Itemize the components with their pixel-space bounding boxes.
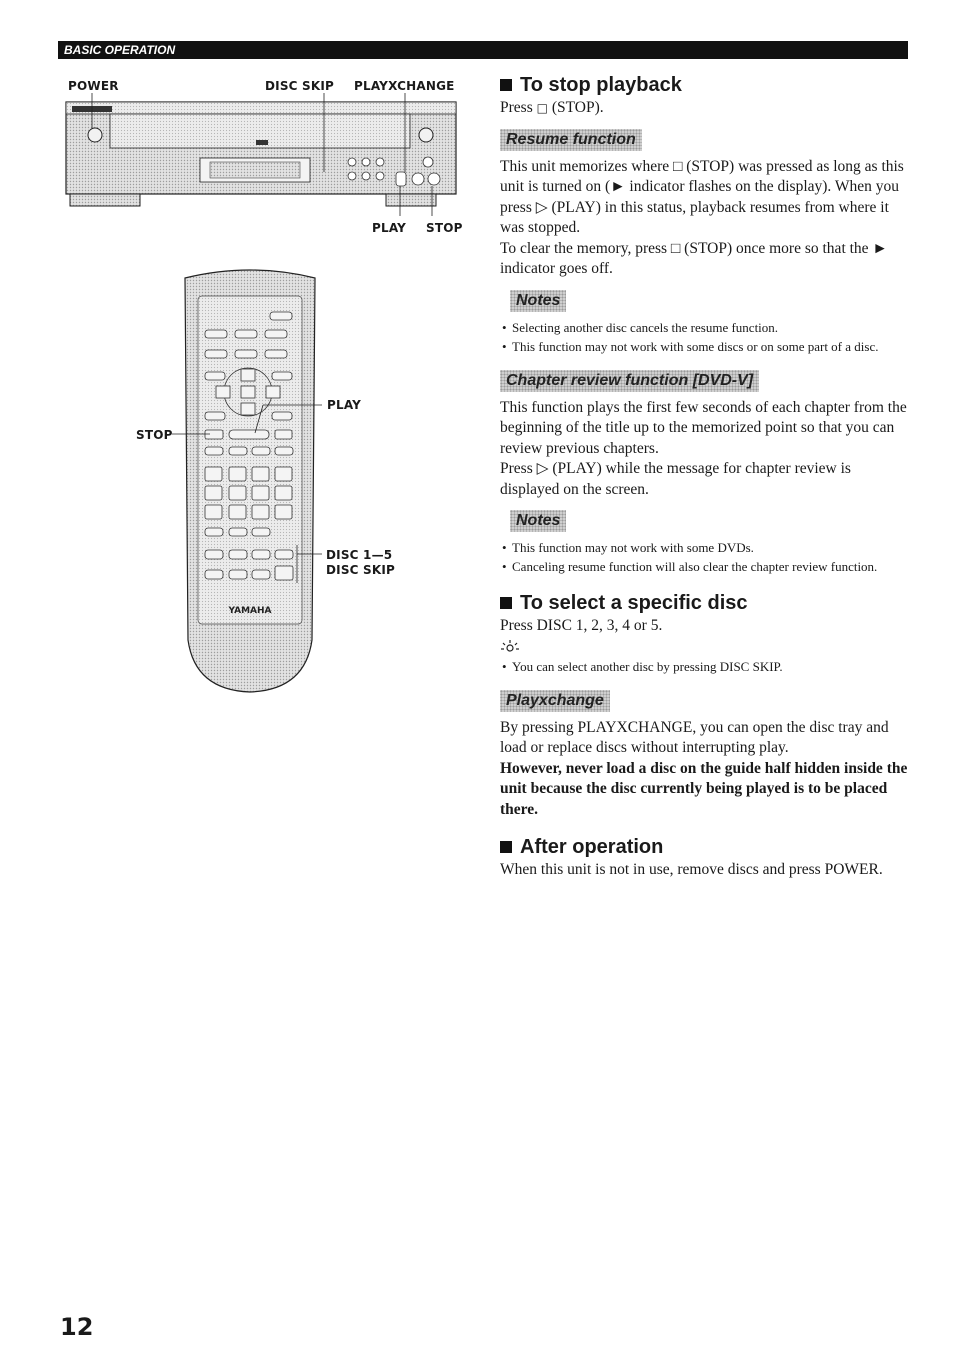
note-item: • Canceling resume function will also clear the chapter review function.: [500, 557, 910, 576]
select-disc-heading: To select a specific disc: [500, 590, 910, 616]
chapter-paragraph-2: Press ▷ (PLAY) while the message for chapter review is displayed on the screen.: [500, 460, 851, 498]
stop-label-front: STOP: [426, 221, 463, 235]
tip-list: [500, 657, 910, 676]
remote-control: [185, 270, 315, 692]
stop-symbol-icon: □: [536, 101, 548, 115]
playxchange-warning: However, never load a disc on the guide half hidden inside the unit because the disc currently being played is to be placed there.: [500, 759, 908, 818]
note-item: • This function may not work with some DVDs.: [500, 538, 910, 557]
player-front-panel-illustration: [0, 0, 480, 720]
tip-item: • You can select another disc by pressing DISC SKIP.: [500, 657, 910, 676]
playxchange-heading: Playxchange: [500, 690, 610, 712]
resume-paragraph-2: To clear the memory, press □ (STOP) once more so that the ► indicator goes off.: [500, 239, 888, 277]
resume-function-heading: Resume function: [500, 129, 642, 151]
stop-label-remote: STOP: [136, 428, 173, 442]
play-label-remote: PLAY: [327, 398, 362, 412]
note-item: • Selecting another disc cancels the resume function.: [500, 318, 910, 337]
page-number: 12: [60, 1313, 94, 1341]
square-bullet-icon: [500, 597, 512, 609]
stop-playback-heading: To stop playback: [500, 72, 910, 98]
playxchange-label: PLAYXCHANGE: [354, 79, 455, 93]
disc-1-5-label: DISC 1—5: [326, 548, 393, 562]
select-disc-text: Press DISC 1, 2, 3, 4 or 5.: [500, 617, 663, 634]
square-bullet-icon: [500, 841, 512, 853]
play-label-front: PLAY: [372, 221, 407, 235]
notes-list-1: [500, 318, 910, 356]
notes-heading-1: Notes: [510, 290, 566, 312]
instructions-column: [500, 72, 910, 881]
remote-brand-logo: YAMAHA: [228, 606, 272, 616]
chapter-review-heading: Chapter review function [DVD-V]: [500, 370, 759, 392]
notes-heading-2: Notes: [510, 510, 566, 532]
section-header-label: BASIC OPERATION: [64, 43, 176, 57]
resume-paragraph-1: This unit memorizes where □ (STOP) was pressed as long as this unit is turned on (► indicator flashes on the display). When you press ▷ (PLAY) in this status, playback resumes from where it was stopped.: [500, 157, 904, 236]
after-operation-heading: After operation: [500, 834, 910, 860]
disc-skip-label: DISC SKIP: [265, 79, 335, 93]
disc-skip-remote-label: DISC SKIP: [326, 563, 396, 577]
square-bullet-icon: [500, 79, 512, 91]
chapter-paragraph-1: This function plays the first few seconds of each chapter from the beginning of the title up to the memorized point so that you can review previous chapters.: [500, 398, 907, 457]
after-operation-text: When this unit is not in use, remove discs and press POWER.: [500, 861, 883, 878]
tip-lightbulb-icon: [500, 639, 910, 657]
stop-playback-text: Press □ (STOP).: [500, 99, 604, 116]
playxchange-paragraph: By pressing PLAYXCHANGE, you can open the disc tray and load or replace discs without interrupting play.: [500, 718, 889, 756]
notes-list-2: [500, 538, 910, 576]
player-body: [66, 102, 456, 206]
note-item: • This function may not work with some discs or on some part of a disc.: [500, 337, 910, 356]
power-label: POWER: [68, 79, 119, 93]
